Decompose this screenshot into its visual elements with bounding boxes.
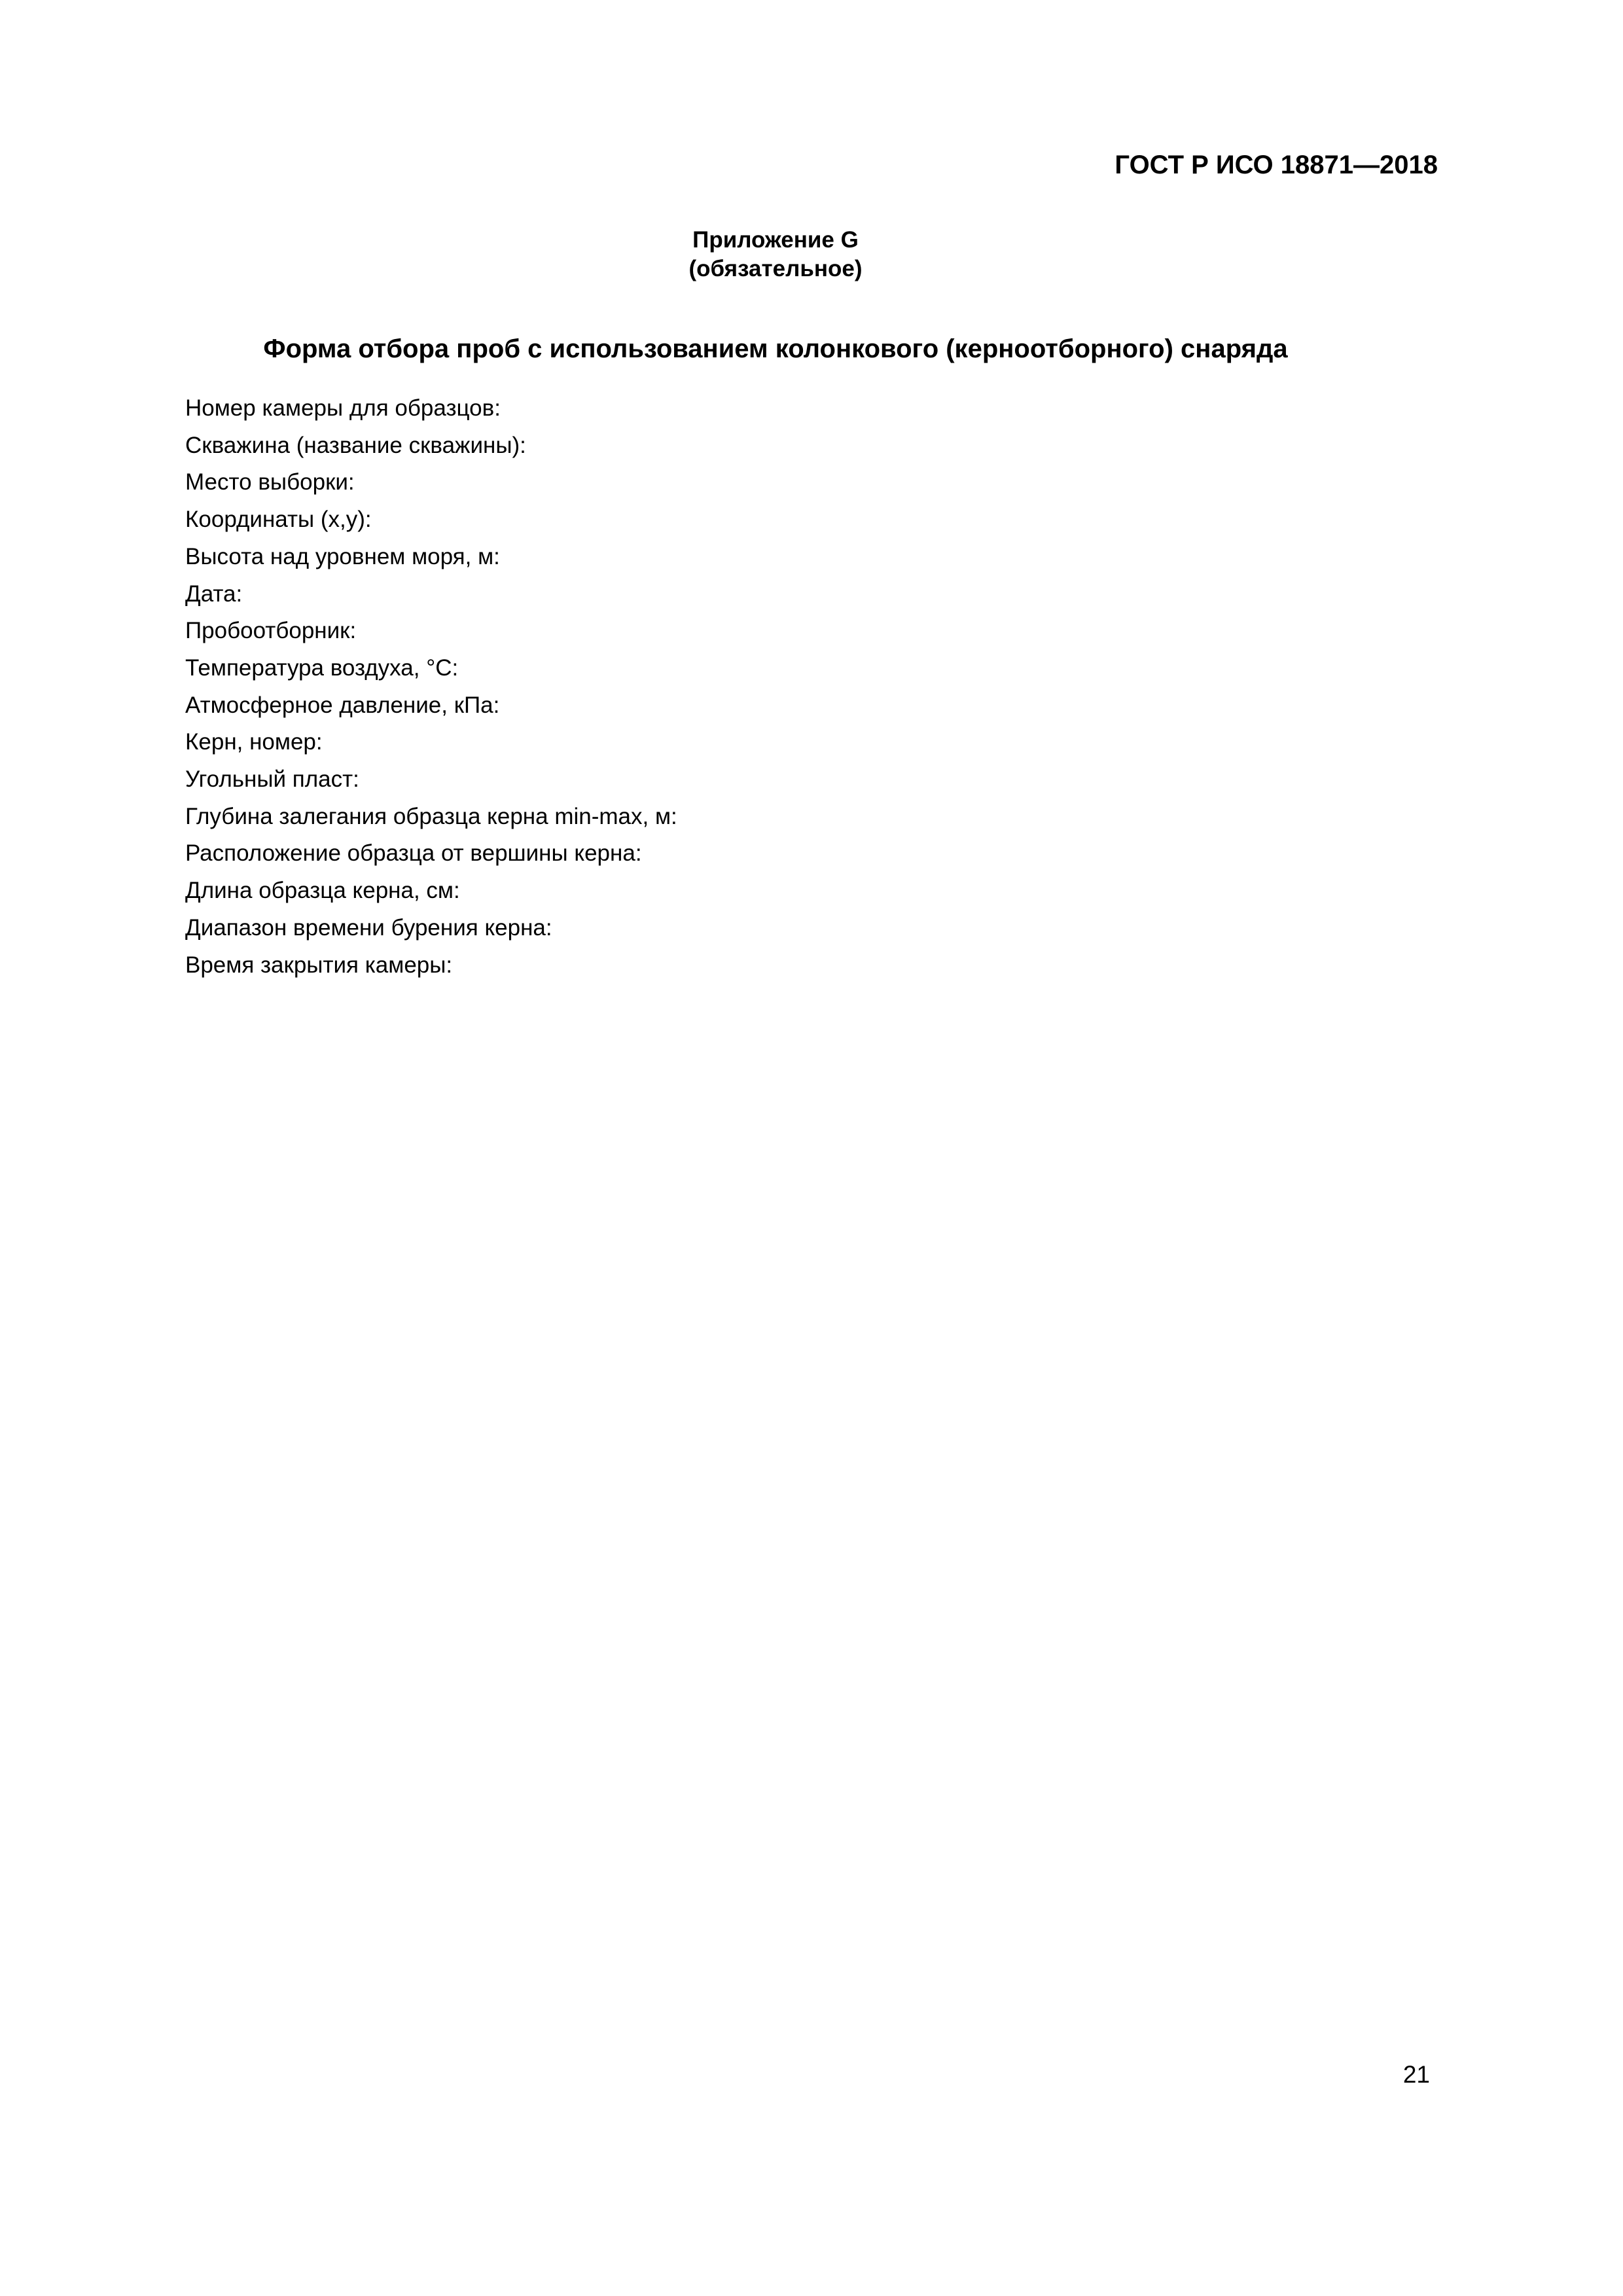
form-field-label: Длина образца керна, см: bbox=[185, 878, 460, 904]
form-field-label: Скважина (название скважины): bbox=[185, 432, 526, 458]
form-field-label: Керн, номер: bbox=[185, 729, 323, 755]
form-field-label: Диапазон времени бурения керна: bbox=[185, 914, 552, 941]
form-field-label: Температура воздуха, °С: bbox=[185, 655, 459, 681]
form-field-label: Атмосферное давление, кПа: bbox=[185, 692, 500, 718]
form-field-label: Высота над уровнем моря, м: bbox=[185, 543, 500, 569]
page-number: 21 bbox=[1402, 2061, 1430, 2088]
form-field-label: Глубина залегания образца керна min-max, м: bbox=[185, 803, 677, 829]
form-title: Форма отбора проб с использованием колонкового (керноотборного) снаряда bbox=[263, 334, 1288, 363]
appendix-label: Приложение G bbox=[692, 227, 859, 253]
form-field-label: Место выборки: bbox=[185, 469, 355, 495]
appendix-status: (обязательное) bbox=[688, 256, 863, 281]
form-field-label: Координаты (x,y): bbox=[185, 507, 372, 533]
form-field-label: Дата: bbox=[185, 581, 243, 607]
appendix-heading bbox=[0, 226, 1551, 283]
document-code: ГОСТ Р ИСО 18871—2018 bbox=[1115, 151, 1438, 179]
form-field-label: Номер камеры для образцов: bbox=[185, 395, 501, 421]
form-field-label: Расположение образца от вершины керна: bbox=[185, 840, 642, 867]
form-field-label: Время закрытия камеры: bbox=[185, 952, 453, 978]
form-field-label: Пробоотборник: bbox=[185, 618, 357, 644]
form-field-list bbox=[185, 390, 677, 984]
form-field-label: Угольный пласт: bbox=[185, 766, 359, 793]
